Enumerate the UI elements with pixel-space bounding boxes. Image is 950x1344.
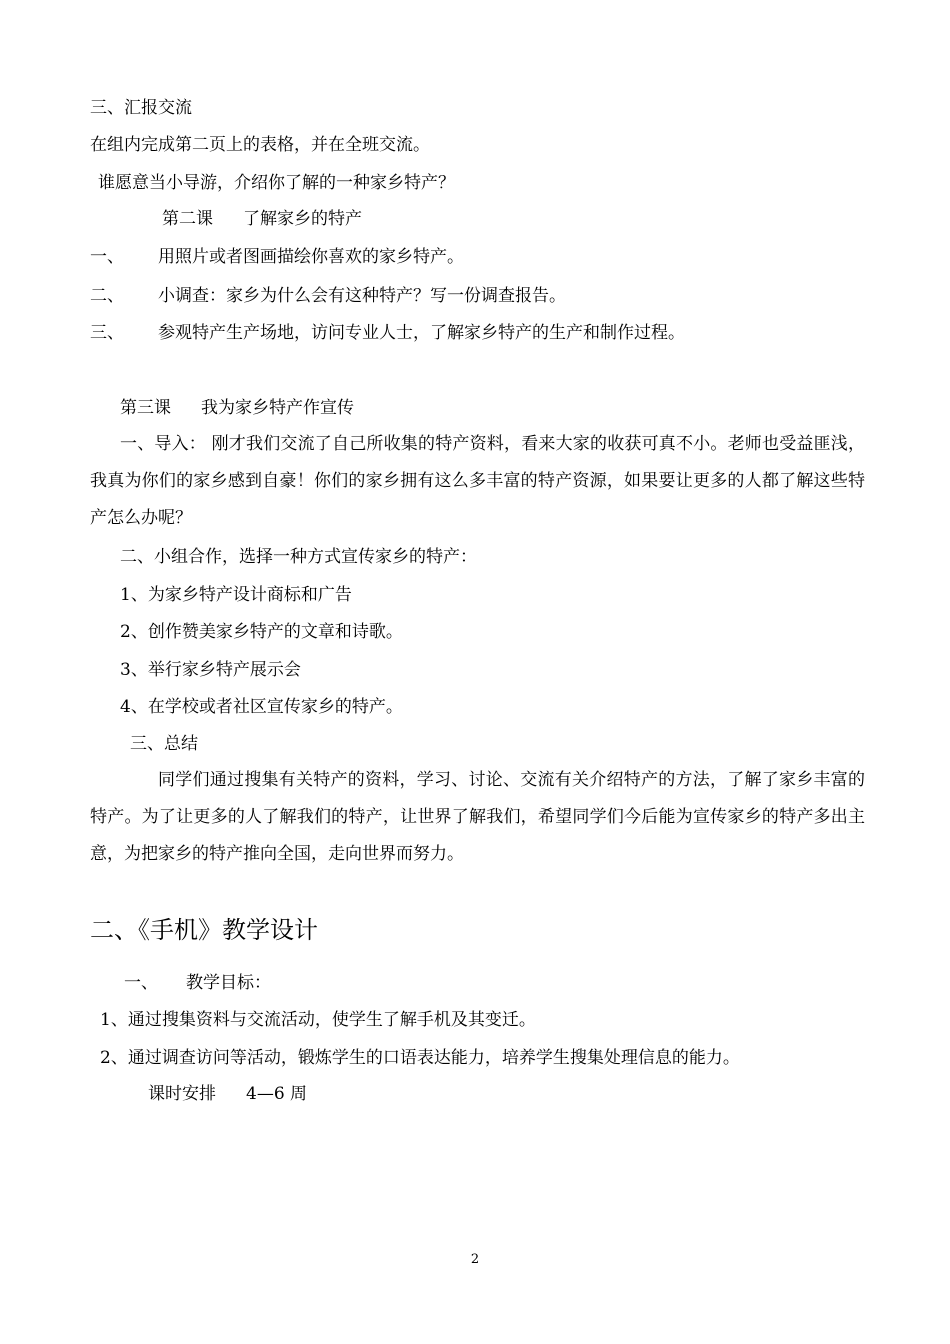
goal-item: 2、通过调查访问等活动，锻炼学生的口语表达能力，培养学生搜集处理信息的能力。 (100, 1048, 740, 1068)
section-title: 三、汇报交流 (90, 98, 192, 118)
summary-title: 三、总结 (130, 734, 198, 754)
section-text: 在组内完成第二页上的表格，并在全班交流。 (90, 135, 430, 155)
goal-heading (124, 972, 271, 994)
list-item (90, 285, 566, 307)
goal-number: 一、 (124, 973, 158, 993)
goal-item: 1、通过搜集资料与交流活动，使学生了解手机及其变迁。 (100, 1010, 536, 1030)
list-text: 用照片或者图画描绘你喜欢的家乡特产。 (158, 247, 464, 267)
schedule-value: 4—6 周 (246, 1084, 308, 1104)
summary-paragraph: 同学们通过搜集有关特产的资料，学习、讨论、交流有关介绍特产的方法，了解了家乡丰富的特产。为了让更多的人了解我们的特产，让世界了解我们，希望同学们今后能为宣传家乡的特产多出主意，为把家乡的特产推向全国，走向世界而努力。 (90, 770, 865, 864)
list-number: 三、 (90, 323, 124, 343)
goal-label: 教学目标： (186, 973, 271, 993)
list-text: 小调查：家乡为什么会有这种特产？写一份调查报告。 (158, 286, 566, 306)
list-number: 一、 (90, 247, 124, 267)
group-text: 二、小组合作，选择一种方式宣传家乡的特产： (120, 547, 477, 567)
lesson-heading (120, 397, 354, 419)
page-number: 2 (470, 1252, 480, 1267)
list-item (90, 322, 685, 344)
option-item: 2、创作赞美家乡特产的文章和诗歌。 (120, 622, 403, 642)
lesson-label: 第三课 (120, 398, 171, 418)
lesson-title: 我为家乡特产作宣传 (201, 398, 354, 418)
section-heading: 二、《手机》教学设计 (90, 916, 318, 944)
option-item: 1、为家乡特产设计商标和广告 (120, 585, 352, 605)
schedule-label: 课时安排 (148, 1084, 216, 1104)
list-number: 二、 (90, 286, 124, 306)
option-item: 3、举行家乡特产展示会 (120, 660, 301, 680)
lesson-title: 了解家乡的特产 (243, 209, 362, 229)
list-item (90, 246, 464, 268)
lesson-heading (162, 208, 362, 230)
list-text: 参观特产生产场地，访问专业人士，了解家乡特产的生产和制作过程。 (158, 323, 685, 343)
section-text: 谁愿意当小导游，介绍你了解的一种家乡特产？ (98, 173, 455, 193)
intro-paragraph: 一、导入： 刚才我们交流了自己所收集的特产资料，看来大家的收获可真不小。老师也受益匪浅，我真为你们的家乡感到自豪！你们的家乡拥有这么多丰富的特产资源，如果要让更多的人都了解这些特产怎么办呢？ (90, 434, 865, 528)
option-item: 4、在学校或者社区宣传家乡的特产。 (120, 697, 403, 717)
schedule-line (148, 1083, 307, 1105)
lesson-label: 第二课 (162, 209, 213, 229)
